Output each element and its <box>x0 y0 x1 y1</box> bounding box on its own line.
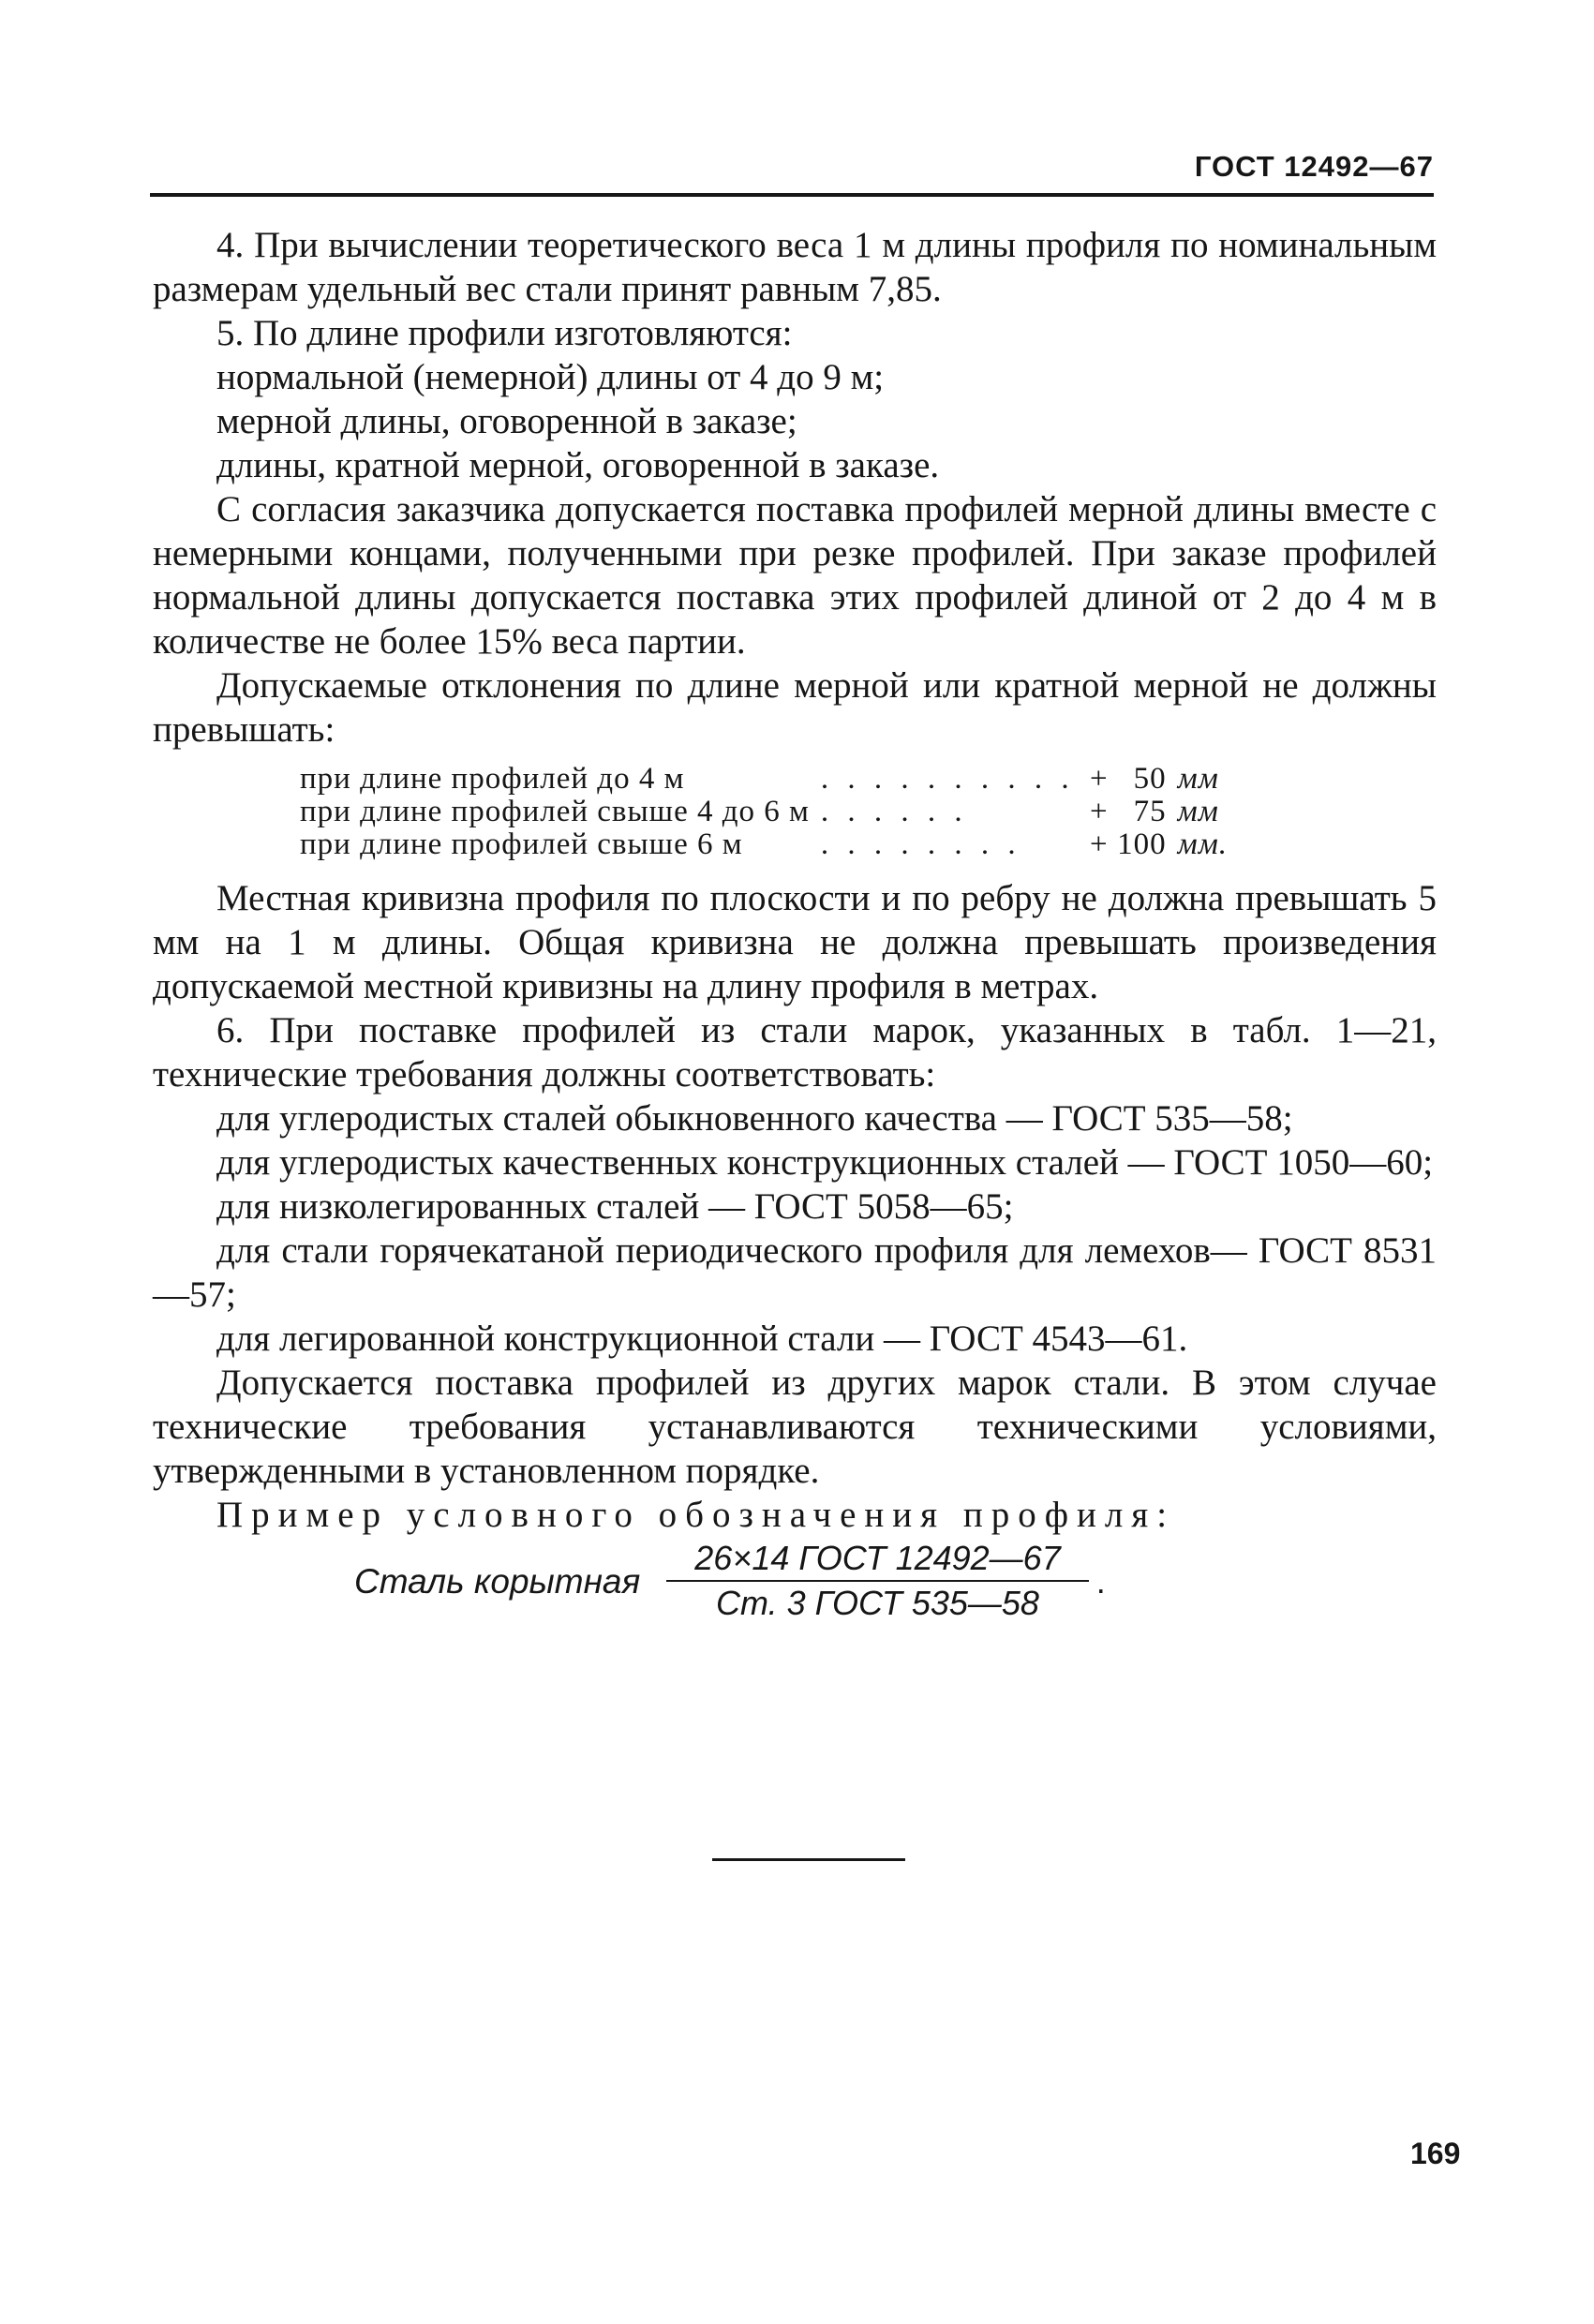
end-divider <box>712 1858 905 1861</box>
length-option-normal: нормальной (немерной) длины от 4 до 9 м; <box>216 357 885 397</box>
tolerance-row <box>300 763 1228 796</box>
page-number: 169 <box>1410 2137 1461 2170</box>
tolerance-row <box>300 796 1228 828</box>
paragraph-4: 4. При вычислении теоретического веса 1 м длины профиля по номинальным размерам удельный вес стали принят равным 7,85. <box>153 225 1437 309</box>
paragraph-5-intro: 5. По длине профили изготовляются: <box>216 313 793 353</box>
length-tolerance-table <box>300 763 1228 861</box>
formula-prefix: Сталь корытная <box>354 1561 641 1601</box>
paragraph-other-grades: Допускается поставка профилей из других марок стали. В этом случае технические требования устанавливаются техническими условиями, утвержденными в установленном порядке. <box>153 1363 1437 1491</box>
paragraph-customer-consent: С согласия заказчика допускается поставка профилей мерной длины вместе с немерными концами, полученными при резке профилей. При заказе профилей нормальной длины допускается поставка этих профилей длиной от 2 до 4 м в количестве не более 15% веса партии. <box>153 489 1437 662</box>
tolerance-unit: мм. <box>1177 827 1229 861</box>
tolerance-unit: мм <box>1177 762 1219 796</box>
leader-dots: . . . . . . . . . . <box>820 762 1075 796</box>
paragraph-6-intro: 6. При поставке профилей из стали марок, указанных в табл. 1—21, технические требования должны соответствовать: <box>153 1010 1437 1095</box>
steel-standard-carbon-quality: для углеродистых качественных конструкционных сталей — ГОСТ 1050—60; <box>216 1142 1434 1183</box>
steel-standard-alloy: для легированной конструкционной стали — ГОСТ 4543—61. <box>216 1318 1188 1359</box>
fraction-denominator: Ст. 3 ГОСТ 535—58 <box>716 1584 1039 1622</box>
fraction-numerator: 26×14 ГОСТ 12492—67 <box>666 1539 1088 1582</box>
document-body <box>153 223 1437 1623</box>
length-option-multiple: длины, кратной мерной, оговоренной в заказе. <box>216 445 940 485</box>
tolerance-condition: при длине профилей до 4 м <box>300 762 685 796</box>
formula-terminator: . <box>1095 1561 1106 1601</box>
leader-dots: . . . . . . . . <box>820 827 1021 861</box>
paragraph-length-deviation: Допускаемые отклонения по длине мерной или кратной мерной не должны превышать: <box>153 665 1437 750</box>
tolerance-value: 75 <box>1133 795 1167 828</box>
tolerance-sign: + <box>1090 795 1109 828</box>
steel-standard-low-alloy: для низколегированных сталей — ГОСТ 5058—65; <box>216 1186 1014 1227</box>
example-label: Пример условного обозначения профиля: <box>216 1495 1176 1535</box>
tolerance-sign: + <box>1090 827 1109 861</box>
tolerance-value: 50 <box>1133 762 1167 796</box>
leader-dots: . . . . . . <box>820 795 968 828</box>
tolerance-sign: + <box>1090 762 1109 796</box>
document-code: ГОСТ 12492—67 <box>1194 150 1434 183</box>
tolerance-value: 100 <box>1117 827 1167 861</box>
tolerance-row <box>300 828 1228 861</box>
steel-standard-ploughshare: для стали горячекатаной периодического профиля для лемехов— ГОСТ 8531—57; <box>153 1230 1437 1315</box>
designation-fraction <box>666 1539 1088 1623</box>
designation-formula <box>354 1539 1437 1623</box>
tolerance-unit: мм <box>1177 795 1219 828</box>
page-header <box>150 141 1434 197</box>
steel-standard-carbon-ordinary: для углеродистых сталей обыкновенного качества — ГОСТ 535—58; <box>216 1098 1293 1139</box>
tolerance-condition: при длине профилей свыше 6 м <box>300 827 743 861</box>
length-option-measured: мерной длины, оговоренной в заказе; <box>216 401 797 441</box>
paragraph-curvature: Местная кривизна профиля по плоскости и по ребру не должна превышать 5 мм на 1 м длины. Общая кривизна не должна превышать произведения допускаемой местной кривизны на длину профиля в метрах. <box>153 878 1437 1006</box>
tolerance-condition: при длине профилей свыше 4 до 6 м <box>300 795 810 828</box>
